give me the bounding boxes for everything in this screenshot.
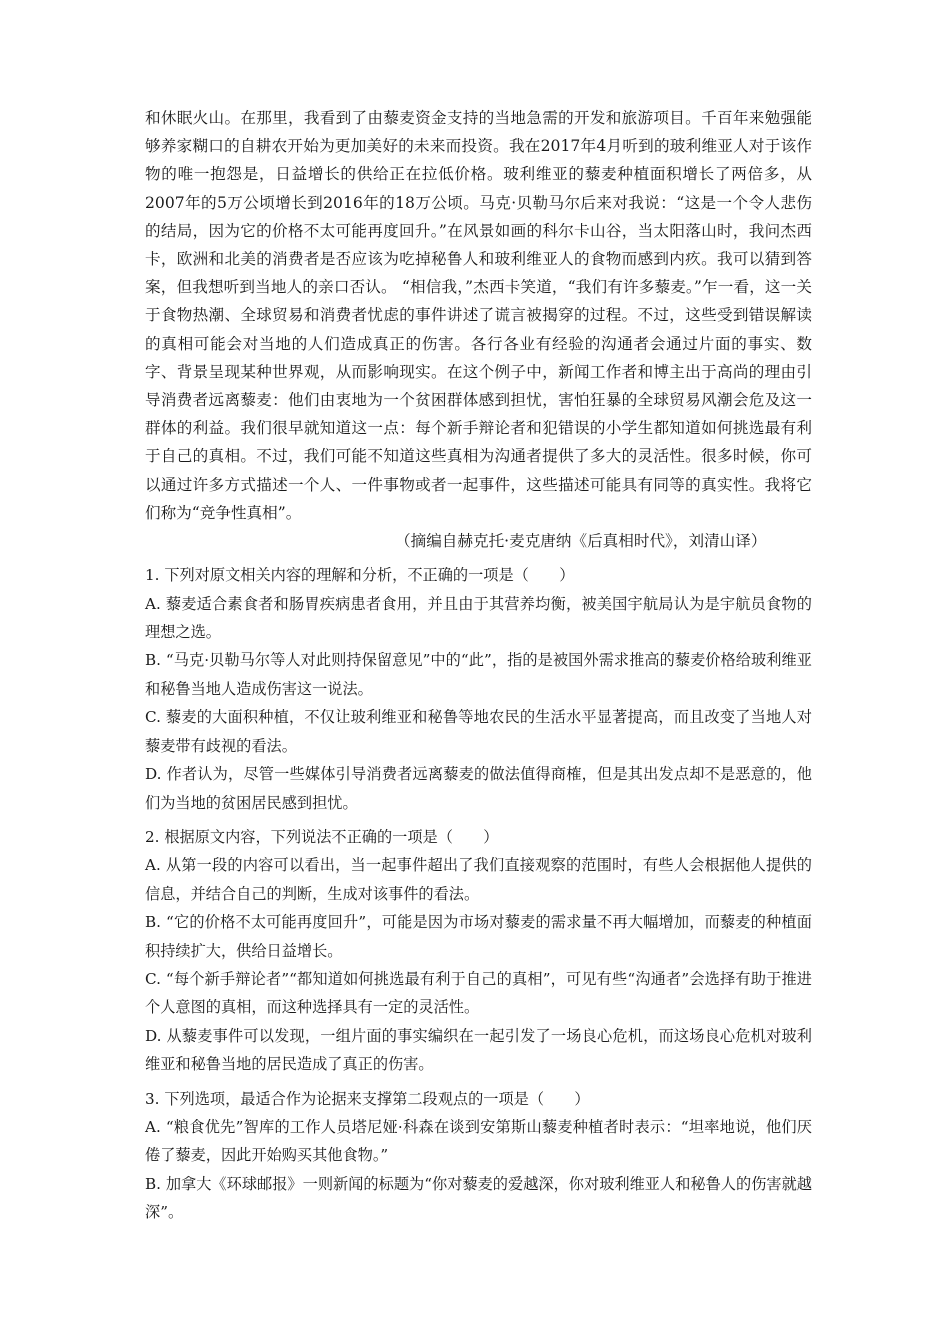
- question-1: [145, 561, 812, 817]
- passage-source: （摘编自赫克托·麦克唐纳《后真相时代》，刘清山译）: [395, 532, 767, 551]
- question-3: [145, 1085, 812, 1227]
- option-b: B. “它的价格不太可能再度回升”，可能是因为市场对藜麦的需求量不再大幅增加，而藜麦的种植面积持续扩大，供给日益增长。: [145, 913, 812, 960]
- document-content: [145, 104, 812, 1227]
- option-a: A. “粮食优先”智库的工作人员塔尼娅·科森在谈到安第斯山藜麦种植者时表示：“坦率地说，他们厌倦了藜麦，因此开始购买其他食物。”: [145, 1117, 812, 1165]
- question-stem: 2. 根据原文内容，下列说法不正确的一项是（ ）: [145, 827, 499, 846]
- option-a: A. 从第一段的内容可以看出，当一起事件超出了我们直接观察的范围时，有些人会根据他人提供的信息，并结合自己的判断，生成对该事件的看法。: [145, 856, 812, 903]
- question-stem: 3. 下列选项，最适合作为论据来支撑第二段观点的一项是（ ）: [145, 1089, 590, 1108]
- option-d: D. 从藜麦事件可以发现，一组片面的事实编织在一起引发了一场良心危机，而这场良心危机对玻利维亚和秘鲁当地的居民造成了真正的伤害。: [145, 1026, 812, 1074]
- option-d: D. 作者认为，尽管一些媒体引导消费者远离藜麦的做法值得商榷，但是其出发点却不是恶意的，他们为当地的贫困居民感到担忧。: [145, 765, 812, 812]
- option-b: B. “马克·贝勒马尔等人对此则持保留意见”中的“此”，指的是被国外需求推高的藜麦价格给玻利维亚和秘鲁当地人造成伤害这一说法。: [145, 651, 812, 698]
- option-c: C. “每个新手辩论者”“都知道如何挑选最有利于自己的真相”，可见有些“沟通者”会选择有助于推进个人意图的真相，而这种选择具有一定的灵活性。: [145, 969, 812, 1017]
- option-b: B. 加拿大《环球邮报》一则新闻的标题为“你对藜麦的爱越深，你对玻利维亚人和秘鲁人的伤害就越深”。: [145, 1174, 812, 1222]
- option-a: A. 藜麦适合素食者和肠胃疾病患者食用，并且由于其营养均衡，被美国宇航局认为是宇航员食物的理想之选。: [145, 594, 812, 642]
- passage-paragraph: 和休眠火山。在那里，我看到了由藜麦资金支持的当地急需的开发和旅游项目。千百年来勉强能够养家糊口的自耕农开始为更加美好的未来而投资。我在2017年4月听到的玻利维亚人对于该作物的唯一抱怨是，日益增长的供给正在拉低价格。玻利维亚的藜麦种植面积增长了两倍多，从2007年的5万公顷增长到2016年的18万公顷。马克·贝勒马尔后来对我说：“这是一个令人悲伤的结局，因为它的价格不太可能再度回升。”在风景如画的科尔卡山谷，当太阳落山时，我问杰西卡，欧洲和北美的消费者是否应该为吃掉秘鲁人和玻利维亚人的食物而感到内疚。我可以猜到答案，但我想听到当地人的亲口否认。 “相信我，”杰西卡笑道，“我们有许多藜麦。”乍一看，这一关于食物热潮、全球贸易和消费者忧虑的事件讲述了谎言被揭穿的过程。不过，这些受到错误解读的真相可能会对当地的人们造成真正的伤害。各行各业有经验的沟通者会通过片面的事实、数字、背景呈现某种世界观，从而影响现实。在这个例子中，新闻工作者和博主出于高尚的理由引导消费者远离藜麦：他们由衷地为一个贫困群体感到担忧，害怕狂暴的全球贸易风潮会危及这一群体的利益。我们很早就知道这一点：每个新手辩论者和犯错误的小学生都知道如何挑选最有利于自己的真相。不过，我们可能不知道这些真相为沟通者提供了多大的灵活性。很多时候，你可以通过许多方式描述一个人、一件事物或者一起事件，这些描述可能具有同等的真实性。我将它们称为“竞争性真相”。: [145, 109, 812, 522]
- question-stem: 1. 下列对原文相关内容的理解和分析，不正确的一项是（ ）: [145, 566, 575, 585]
- question-2: [145, 823, 812, 1079]
- option-c: C. 藜麦的大面积种植，不仅让玻利维亚和秘鲁等地农民的生活水平显著提高，而且改变了当地人对藜麦带有歧视的看法。: [145, 708, 812, 755]
